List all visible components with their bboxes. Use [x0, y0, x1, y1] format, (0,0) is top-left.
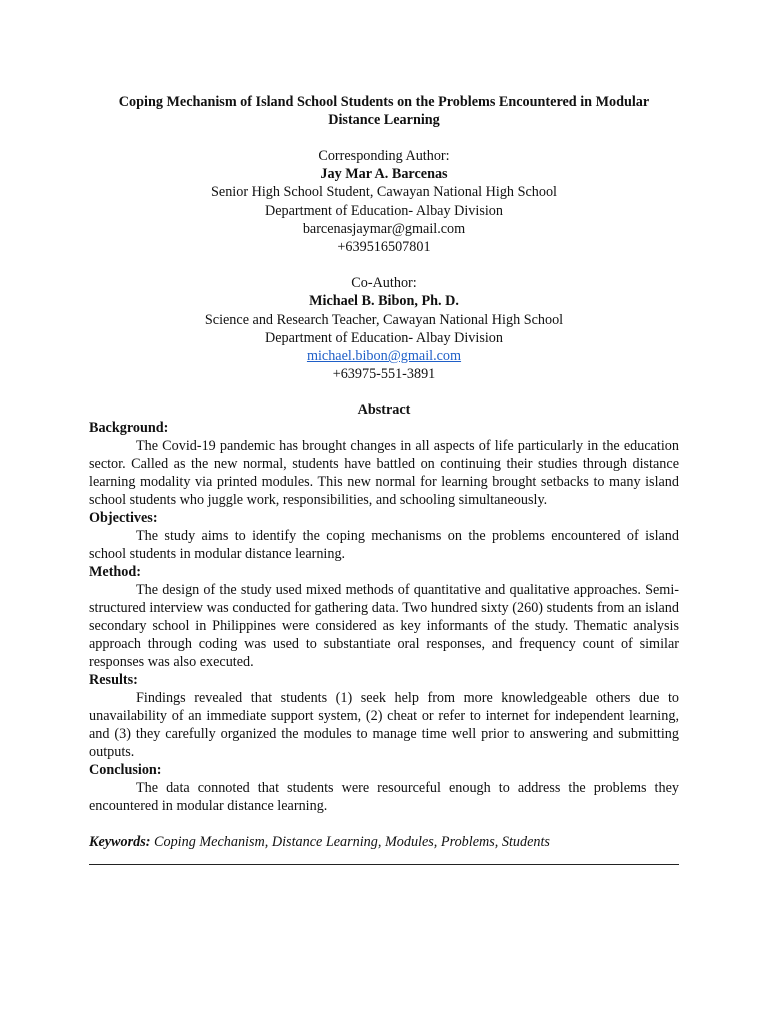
abstract-section-results [89, 671, 679, 761]
keywords-label: Keywords: [89, 834, 151, 851]
co-author-affiliation: Science and Research Teacher, Cawayan National High School [204, 311, 564, 328]
abstract-section-method [89, 563, 679, 671]
co-author-phone: +63975-551-3891 [332, 366, 436, 383]
paper-content [89, 93, 679, 851]
section-heading-conclusion: Conclusion: [89, 762, 162, 779]
section-text-background: The Covid-19 pandemic has brought changes in all aspects of life particularly in the education sector. Called as the new normal, students have battled on continuing their studies through distance learning modality via printed modules. This new normal for learning brought setbacks to many island school students who juggle work, responsibilities, and schooling simultaneously. [89, 438, 679, 509]
section-heading-results: Results: [89, 672, 138, 689]
section-text-results: Findings revealed that students (1) seek help from more knowledgeable others due to unavailability of an immediate support system, (2) cheat or refer to internet for independent learning, and (3) they carefully organized the modules to manage time well prior to answering and submitting outputs. [89, 690, 679, 761]
corresponding-author-affiliation: Senior High School Student, Cawayan National High School [211, 184, 557, 201]
paper-title: Coping Mechanism of Island School Students on the Problems Encountered in Modular Distance Learning [118, 94, 650, 128]
section-heading-method: Method: [89, 564, 142, 581]
co-author-label: Co-Author: [351, 275, 417, 292]
section-text-conclusion: The data connoted that students were resourceful enough to address the problems they encountered in modular distance learning. [89, 780, 679, 815]
horizontal-rule [89, 864, 679, 865]
corresponding-author-phone: +639516507801 [337, 239, 431, 256]
abstract-section-background [89, 419, 679, 509]
co-author-block [89, 274, 679, 383]
keywords-line [89, 833, 679, 851]
abstract-section-conclusion [89, 761, 679, 815]
corresponding-author-division: Department of Education- Albay Division [265, 202, 503, 219]
section-text-method: The design of the study used mixed methods of quantitative and qualitative approaches. Semi-structured interview was conducted for gathering data. Two hundred sixty (260) students from an island secondary school in Philippines were considered as key informants of the study. Thematic analysis approach through coding was used to substantiate oral responses, and frequency count of similar responses was also executed. [89, 582, 679, 671]
corresponding-author-label: Corresponding Author: [318, 148, 450, 164]
corresponding-author-name: Jay Mar A. Barcenas [320, 166, 448, 183]
corresponding-author-email: barcenasjaymar@gmail.com [302, 220, 466, 237]
section-heading-objectives: Objectives: [89, 510, 158, 527]
abstract-heading: Abstract [357, 402, 411, 419]
section-heading-background: Background: [89, 420, 169, 437]
co-author-name: Michael B. Bibon, Ph. D. [309, 293, 459, 310]
abstract-section-objectives [89, 509, 679, 563]
co-author-email-line [89, 347, 679, 365]
section-text-objectives: The study aims to identify the coping mechanisms on the problems encountered of island school students in modular distance learning. [89, 528, 679, 563]
keywords-text: Coping Mechanism, Distance Learning, Modules, Problems, Students [154, 834, 550, 851]
corresponding-author-block [89, 147, 679, 256]
co-author-email-link[interactable]: michael.bibon@gmail.com [306, 348, 462, 365]
co-author-division: Department of Education- Albay Division [265, 329, 503, 346]
